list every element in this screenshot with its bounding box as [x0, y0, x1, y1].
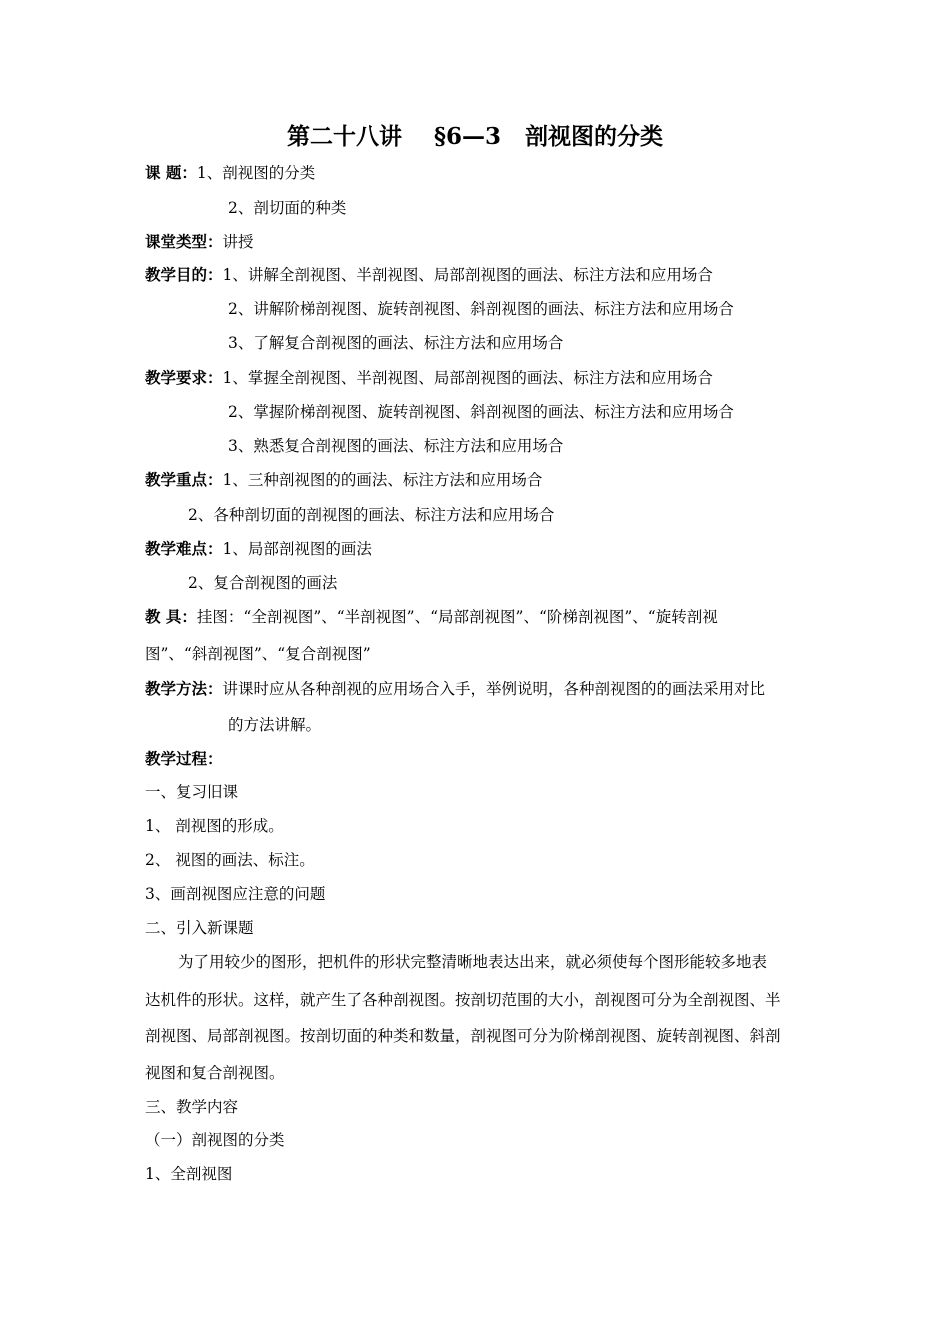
key-point-item-1: 1、三种剖视图的的画法、标注方法和应用场合	[222, 471, 543, 489]
requirement-item-1: 1、掌握全剖视图、半剖视图、局部剖视图的画法、标注方法和应用场合	[222, 369, 713, 387]
tools-row	[145, 607, 718, 627]
content-heading: 三、教学内容	[145, 1098, 239, 1116]
tools-line-2: 图”、“斜剖视图”、“复合剖视图”	[145, 645, 371, 663]
methods-line-1: 讲课时应从各种剖视的应用场合入手，举例说明，各种剖视图的的画法采用对比	[222, 680, 766, 698]
topic-row	[145, 163, 315, 183]
review-item-2: 2、 视图的画法、标注。	[145, 851, 315, 869]
objective-item-1: 1、讲解全剖视图、半剖视图、局部剖视图的画法、标注方法和应用场合	[222, 266, 713, 284]
intro-heading: 二、引入新课题	[145, 919, 254, 937]
objective-item-2: 2、讲解阶梯剖视图、旋转剖视图、斜剖视图的画法、标注方法和应用场合	[228, 300, 734, 318]
requirement-item-2: 2、掌握阶梯剖视图、旋转剖视图、斜剖视图的画法、标注方法和应用场合	[228, 403, 734, 421]
class-type-label: 课堂类型：	[145, 232, 223, 251]
class-type-row	[145, 232, 254, 252]
objectives-row	[145, 265, 713, 285]
requirements-label: 教学要求：	[145, 368, 223, 387]
tools-label: 教 具：	[145, 607, 197, 626]
topic-item-1: 1、剖视图的分类	[196, 164, 316, 182]
key-points-row	[145, 470, 542, 490]
review-heading: 一、复习旧课	[145, 783, 239, 801]
objectives-label: 教学目的：	[145, 265, 223, 284]
key-points-label: 教学重点：	[145, 470, 223, 489]
methods-label: 教学方法：	[145, 679, 223, 698]
difficulty-item-1: 1、局部剖视图的画法	[222, 540, 372, 558]
subsection-heading: （一）剖视图的分类	[145, 1131, 285, 1149]
review-item-1: 1、 剖视图的形成。	[145, 817, 284, 835]
difficulties-row	[145, 539, 372, 559]
key-point-item-2: 2、各种剖切面的剖视图的画法、标注方法和应用场合	[188, 506, 555, 524]
difficulty-item-2: 2、复合剖视图的画法	[188, 574, 338, 592]
requirement-item-3: 3、熟悉复合剖视图的画法、标注方法和应用场合	[228, 437, 564, 455]
methods-line-2: 的方法讲解。	[228, 716, 322, 734]
topic-item-2: 2、剖切面的种类	[228, 199, 347, 217]
intro-paragraph-line-1: 为了用较少的图形，把机件的形状完整清晰地表达出来，就必须使每个图形能较多地表	[178, 953, 768, 971]
lesson-title: 第二十八讲 §6—3 剖视图的分类	[286, 123, 664, 150]
intro-paragraph-line-4: 视图和复合剖视图。	[145, 1064, 285, 1082]
process-label: 教学过程：	[145, 749, 223, 768]
intro-paragraph-line-3: 剖视图、局部剖视图。按剖切面的种类和数量，剖视图可分为阶梯剖视图、旋转剖视图、斜剖	[145, 1027, 781, 1045]
methods-row	[145, 679, 765, 699]
requirements-row	[145, 368, 713, 388]
content-item-1: 1、全剖视图	[145, 1165, 233, 1183]
tools-line-1: 挂图：“全剖视图”、“半剖视图”、“局部剖视图”、“阶梯剖视图”、“旋转剖视	[196, 608, 718, 626]
difficulties-label: 教学难点：	[145, 539, 223, 558]
topic-label: 课 题：	[145, 163, 197, 182]
class-type-value: 讲授	[222, 233, 254, 251]
intro-paragraph-line-2: 达机件的形状。这样，就产生了各种剖视图。按剖切范围的大小，剖视图可分为全剖视图、半	[145, 991, 781, 1009]
objective-item-3: 3、了解复合剖视图的画法、标注方法和应用场合	[228, 334, 564, 352]
review-item-3: 3、画剖视图应注意的问题	[145, 885, 326, 903]
